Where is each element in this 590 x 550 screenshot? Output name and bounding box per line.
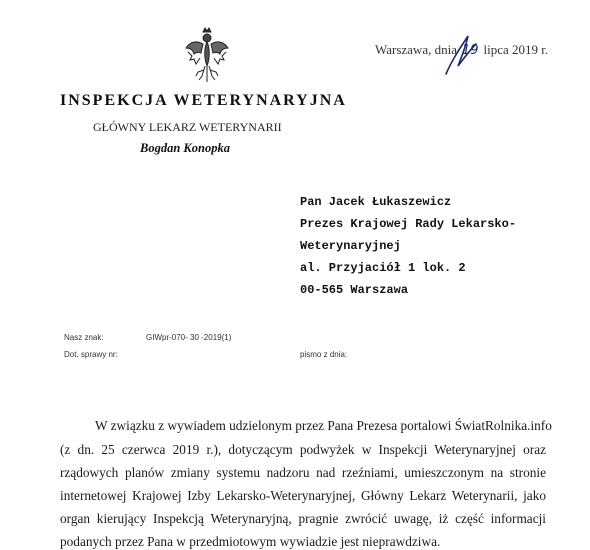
date-day: 19 (461, 43, 479, 58)
handwritten-signature-mark (440, 30, 480, 80)
body-line: rządowych planów zmiany systemu nadzoru nad rzeźniami, umieszczonym na stronie (60, 465, 546, 480)
org-name: INSPEKCJA WETERYNARYJNA (60, 92, 347, 109)
org-person: Bogdan Konopka (140, 141, 230, 155)
body-line: W związku z wywiadem udzielonym przez Pana Prezesa portalowi ŚwiatRolnika.info (95, 418, 552, 433)
body-line: organ kierujący Inspekcją Weterynaryjną, pragnie zwrócić uwagę, iż część informacji (60, 511, 546, 526)
body-line: (z dn. 25 czerwca 2019 r.), dotyczącym podwyżek w Inspekcji Weterynaryjnej oraz (60, 442, 546, 457)
polish-eagle-emblem-icon (184, 26, 230, 86)
recipient-line: Weterynaryjnej (300, 239, 401, 253)
body-line: internetowej Krajowej Izby Lekarsko-Weterynaryjnej, Główny Lekarz Weterynarii, jako (60, 488, 546, 503)
recipient-line: al. Przyjaciół 1 lok. 2 (300, 261, 466, 275)
recipient-line: Pan Jacek Łukaszewicz (300, 195, 452, 209)
case-number-label: Dot. sprawy nr: (64, 350, 118, 359)
recipient-line: 00-565 Warszawa (300, 283, 409, 297)
reference-value: GIWpr-070- 30 -2019(1) (146, 333, 232, 342)
reference-label: Nasz znak: (64, 333, 104, 342)
letter-date-label: pismo z dnia: (300, 350, 348, 359)
body-line: podanych przez Pana w przedmiotowym wywiadzie jest nieprawdziwa. (60, 534, 441, 549)
place-date-prefix: Warszawa, dnia (375, 42, 457, 57)
recipient-line: Prezes Krajowej Rady Lekarsko- (300, 217, 517, 231)
org-role: GŁÓWNY LEKARZ WETERYNARII (93, 120, 282, 134)
place-date-suffix: lipca 2019 r. (483, 42, 549, 57)
